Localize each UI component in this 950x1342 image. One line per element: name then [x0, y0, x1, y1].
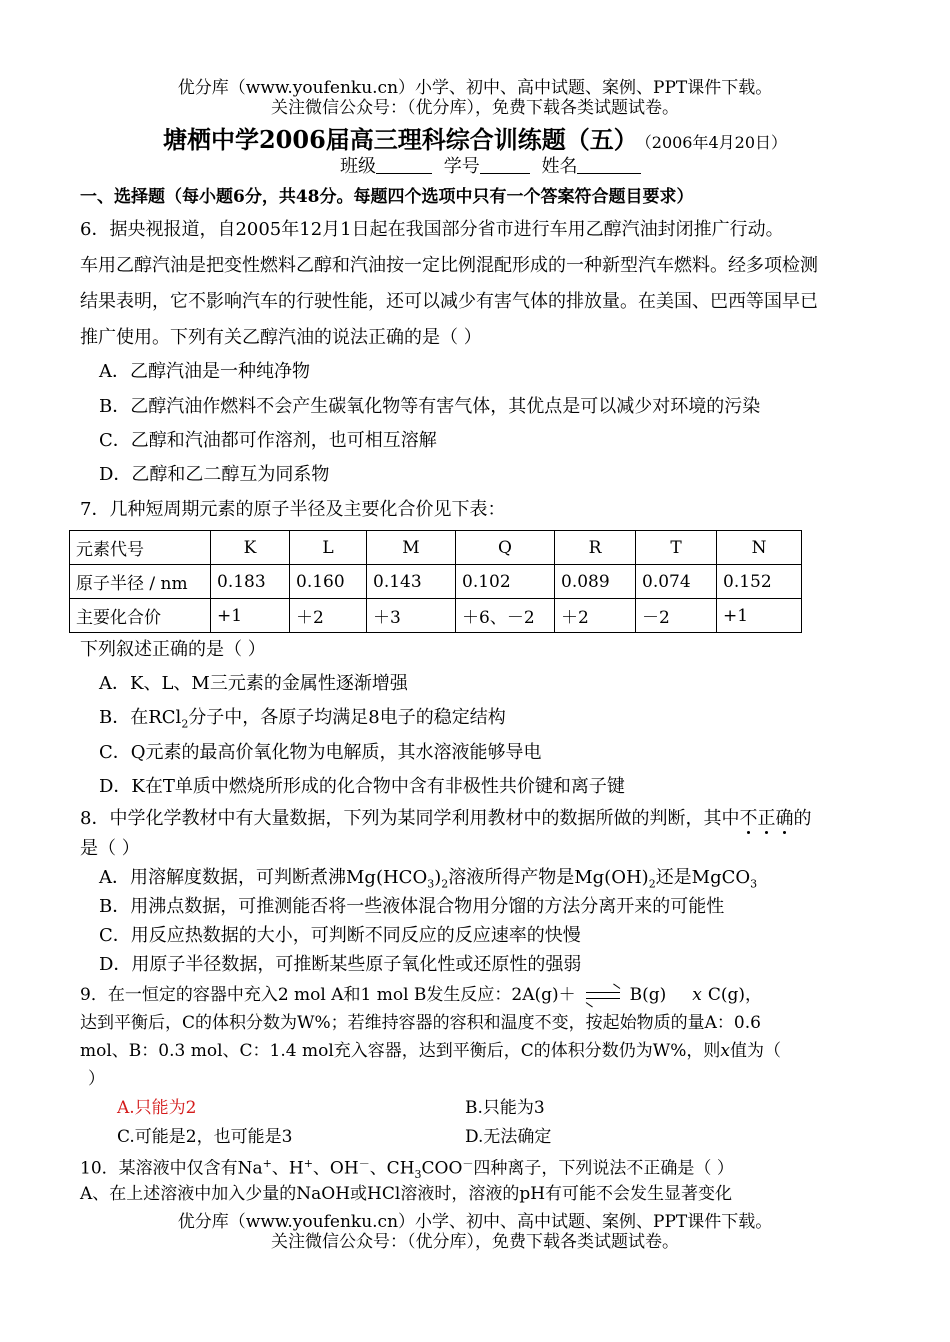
table-cell: ＋6、－2: [456, 599, 555, 633]
q9-line-4: ）: [88, 1069, 105, 1089]
title-main: 塘栖中学2006届高三理科综合训练题（五）: [162, 125, 638, 154]
q8-option-c: C．用反应热数据的大小，可判断不同反应的反应速率的快慢: [99, 925, 581, 946]
table-row: [70, 565, 802, 599]
q7-option-d: D．K在T单质中燃烧所形成的化合物中含有非极性共价键和离子键: [99, 776, 625, 797]
title-date: （2006年4月20日）: [643, 133, 788, 152]
table-cell: 主要化合价: [70, 599, 211, 633]
table-cell: 0.074: [636, 565, 717, 599]
table-cell: ＋2: [290, 599, 367, 633]
q8-line-1: 8．中学化学教材中有大量数据，下列为某同学利用教材中的数据所做的判断，其中不正确的: [80, 808, 812, 829]
element-table: [69, 530, 802, 633]
q6-line-2: 车用乙醇汽油是把变性燃料乙醇和汽油按一定比例混配形成的一种新型汽车燃料。经多项检测: [80, 255, 818, 276]
q6-option-d: D．乙醇和乙二醇互为同系物: [99, 464, 330, 485]
q10-stem: 10．某溶液中仅含有Na+、H+、OH－、$CH_3COO^-$四种离子，下列说法不正确是（ ）: [80, 1157, 734, 1182]
table-cell: +1: [211, 599, 290, 633]
table-cell: M: [367, 531, 456, 565]
table-cell: 0.102: [456, 565, 555, 599]
q7-option-a: A．K、L、M三元素的金属性逐渐增强: [99, 673, 408, 694]
q9-option-c: C.可能是2，也可能是3: [117, 1127, 293, 1147]
table-cell: Q: [456, 531, 555, 565]
table-row: [70, 531, 802, 565]
q6-line-1: 6．据央视报道，自2005年12月1日起在我国部分省市进行车用乙醇汽油封闭推广行动。: [80, 219, 784, 240]
table-cell: 元素代号: [70, 531, 211, 565]
table-cell: K: [211, 531, 290, 565]
q9-line-2: 达到平衡后，C的体积分数为W%；若维持容器的容积和温度不变，按起始物质的量A：0.6: [80, 1013, 761, 1033]
name-label: 姓名: [541, 156, 578, 177]
header-line-2: 关注微信公众号：（优分库），免费下载各类试题试卷。: [271, 98, 679, 118]
q10-option-a: A、在上述溶液中加入少量的NaOH或HCl溶液时，溶液的pH有可能不会发生显著变化: [80, 1184, 733, 1204]
table-cell: 0.143: [367, 565, 456, 599]
q6-option-c: C．乙醇和汽油都可作溶剂，也可相互溶解: [99, 430, 437, 451]
name-blank: [577, 155, 641, 174]
q9-line-3: mol、B：0.3 mol、C：1.4 mol充入容器，达到平衡后，C的体积分数仍为W%，则x值为（: [80, 1041, 781, 1061]
footer-line-1: 优分库（www.youfenku.cn）小学、初中、高中试题、案例、PPT课件下载。: [177, 1212, 773, 1232]
table-cell: 0.183: [211, 565, 290, 599]
emphasis-char: 正: [757, 808, 776, 829]
student-info: [340, 152, 641, 178]
q7-option-c: C．Q元素的最高价氧化物为电解质，其水溶液能够导电: [99, 742, 542, 763]
table-cell: －2: [636, 599, 717, 633]
class-blank: [376, 155, 432, 174]
table-cell: +1: [717, 599, 802, 633]
q8-option-b: B．用沸点数据，可推测能否将一些液体混合物用分馏的方法分离开来的可能性: [99, 896, 725, 917]
emphasis-char: 不: [739, 808, 758, 829]
header-line-1: 优分库（www.youfenku.cn）小学、初中、高中试题、案例、PPT课件下载。: [177, 78, 773, 98]
q8-line-2: 是（ ）: [80, 838, 140, 859]
q9-line-1: 9．在一恒定的容器中充入2 mol A和1 mol B发生反应：2A(g)＋ B(g) x C(g)，: [80, 985, 763, 1005]
q8-option-d: D．用原子半径数据，可推断某些原子氧化性或还原性的强弱: [99, 954, 582, 975]
section-heading: 一、选择题（每小题6分，共48分。每题四个选项中只有一个答案符合题目要求）: [80, 187, 694, 207]
table-row: [70, 599, 802, 633]
table-cell: ＋3: [367, 599, 456, 633]
class-label: 班级: [340, 156, 376, 177]
table-cell: 0.089: [555, 565, 636, 599]
table-cell: ＋2: [555, 599, 636, 633]
q9-option-d: D.无法确定: [465, 1127, 552, 1147]
q9-option-a: A.只能为2: [117, 1098, 197, 1118]
footer-line-2: 关注微信公众号：（优分库），免费下载各类试题试卷。: [271, 1232, 679, 1252]
emphasis-char: 确: [775, 808, 794, 829]
q6-option-b: B．乙醇汽油作燃料不会产生碳氧化物等有害气体，其优点是可以减少对环境的污染: [99, 396, 761, 417]
q6-line-3: 结果表明，它不影响汽车的行驶性能，还可以减少有害气体的排放量。在美国、巴西等国早已: [80, 291, 818, 312]
table-cell: 原子半径 / nm: [70, 565, 211, 599]
table-cell: 0.152: [717, 565, 802, 599]
table-cell: R: [555, 531, 636, 565]
exam-title: [0, 120, 950, 155]
table-cell: T: [636, 531, 717, 565]
q7-stem: 7．几种短周期元素的原子半径及主要化合价见下表：: [80, 499, 506, 520]
table-cell: N: [717, 531, 802, 565]
q8-option-a: A．用溶解度数据，可判断煮沸$Mg(HCO_3)_2$溶液所得产物是$Mg(OH)_2$还是MgCO$_3$: [99, 867, 758, 891]
id-label: 学号: [443, 156, 480, 177]
q6-option-a: A．乙醇汽油是一种纯净物: [99, 361, 310, 382]
q7-ask: 下列叙述正确的是（ ）: [80, 639, 266, 660]
id-blank: [480, 155, 530, 174]
q6-line-4: 推广使用。下列有关乙醇汽油的说法正确的是（ ）: [80, 327, 482, 348]
table-cell: 0.160: [290, 565, 367, 599]
table-cell: L: [290, 531, 367, 565]
q7-option-b: B．在RCl$_2$分子中，各原子均满足8电子的稳定结构: [99, 707, 506, 731]
q9-option-b: B.只能为3: [465, 1098, 545, 1118]
equilibrium-arrow-icon: [586, 990, 620, 1002]
